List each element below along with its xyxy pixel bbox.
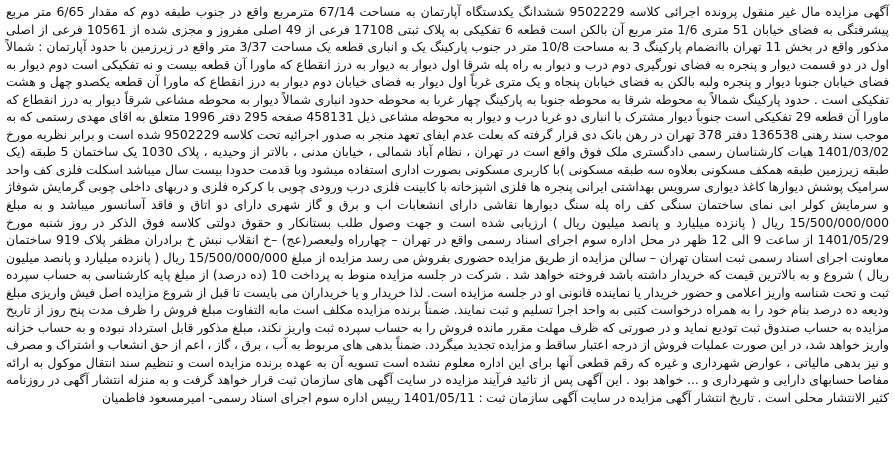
notice-body-text: آگهی مزایده مال غیر منقول پرونده اجرائی کلاسه 9502229 ششدانگ یکدستگاه آپارتمان به مساحت 67/14 مترمربع واقع در جنوب طبقه دوم که مقدار 6/65 متر مربع پیشرفتگی به فضای خیابان 51 متری 1/6 متر مربع آن بالکن است قطعه 6 تفکیکی به پلاک ثبتی 17108 فرعی از 49 اصلی مفروز و مجزی شده از 10561 فرعی از اصلی مذکور واقع در بخش 11 تهران باانضمام پارکینگ 3 به مساحت 10/8 متر در جنوب پارکینگ یک و انباری قطعه یک مساحت 3/37 متر واقع در زیرزمین با حدود آپارتمان : شمالاً اول در دو قسمت دیوار و پنجره به فضای نورگیری دوم درب و دیوار به راه پله شرقا اول دیوار به دیوار به درز انقطاع که ماورا آن قطعه بیست و نه تفکیکی است دوم دیوار به فضای خیابان جنوبا دیوار و پنجره ولبه بالکن به فضای خیابان پنجاه و یک متری غرباً اول دیوار به فضای خیابان دوم دیوار به درز انقطاع که ماورا آن قطعه یکصدو چهل و هشت تفکیکی است . حدود پارکینگ شمالاً به محوطه شرقا به محوطه جنوبا به پارکینگ چهار غربا به محوطه حدود انباری شمالاً دیوار به محوطه مشاعی شرقاً دیوار به درز انقطاع که ماورا آن قطعه 29 تفکیکی است جنوباً دیوار مشترک با انباری دو غربا درب و دیوار به محوطه مشاعی ذیل 458131 صفحه 295 دفتر 1996 متعلق به اقای مهدی رستمی که به موجب سند رهنی 136538 دفتر 378 تهران در رهن بانک دی قرار گرفته که بعلت عدم ایفای تعهد منجر به صدور اجرائیه تحت کلاسه 9502229 شده است و برابر نظریه مورخ 1401/03/02 هیات کارشناسان رسمی دادگستری ملک فوق واقع است در تهران ، نظام آباد شمالی ، خیابان مدنی ، بالاتر از وحیدیه ، پلاک 1030 یک ساختمان 5 طبقه (یک طبقه زیرزمین طبقه همکف مسکونی بعلاوه سه طبقه مسکونی )با کاربری مسکونی بصورت اداری استفاده میشود وبا قدمت حدودا بیست سال میباشد اسکلت فلزی کف واحد سرامیک پوشش دیوارها کاغذ دیواری سرویس بهداشتی ایرانی پنجره ها فلزی اشپزخانه با کابینت فلزی درب ورودی چوبی با کرکره فلزی و دربهای داخلی چوبی گرمایش شوفاژ و سرمایش کولر ابی نمای ساختمان سنگی کف راه پله سنگ دیوارها نقاشی دارای انشعابات اب و برق و گاز شهری دارای دو اتاق و فاقد آسانسور میباشد و به مبلغ 15/500/000/000 ریال ( پانزده میلیارد و پانصد میلیون ریال ) ارزیابی شده است و جهت وصول طلب بستانکار و حقوق دولتی کلاسه فوق الذکر در روز شنبه مورخ 1401/05/29 از ساعت 9 الی 12 ظهر در محل اداره سوم اجرای اسناد رسمی واقع در تهران – چهارراه ولیعصر(عج) –خ انقلاب نبش خ برادران مظفر پلاک 919 ساختمان معاونت اجرای اسناد رسمی ثبت استان تهران – سالن مزایده از طریق مزایده حضوری بفروش می رسد مزایده از مبلغ 15/500/000/000 ریال ( پانزده میلیارد و پانصد میلیون ریال ) شروع و به بالاترین قیمت که خریدار داشته باشد فروخته خواهد شد . شرکت در جلسه مزایده منوط به پرداخت 10 (ده درصد) از مبلغ پایه کارشناسی به حساب سپرده ثبت و تحت شناسه واریز اعلامی و حضور خریدار یا نماینده قانونی او در جلسه مزایده است. لذا خریدار و یا خریداران می بایست تا قبل از شروع مزایده اصل فیش واریزی مبلغ ودیعه ده درصد بنام خود را به همراه درخواست کتبی به واحد اجرا تسلیم و ثبت نمایند. ضمناً برنده مزایده مکلف است مابه التفاوت مبلغ فروش را ظرف مدت پنج روز از تاریخ مزایده به حساب صندوق ثبت تودیع نماید و در صورتی که ظرف مهلت مقرر مانده فروش را به حساب سپرده ثبت واریز نکند، مبلغ مذکور قابل استرداد نبوده و به حساب خزانه واریز خواهد شد، در این صورت عملیات فروش از درجه اعتبار ساقط و مزایده تجدید میگردد. ضمناً بدهی های مربوط به آب ، برق ، گاز ، اعم از حق انشعاب و اشتراک و مصرف و نیز بدهی مالیاتی ، عوارض شهرداری و غیره که رقم قطعی آنها برای این اداره معلوم نشده است تسویه آن به عهده برنده مزایده است و تنظیم سند انتقال موکول به ارائه مفاصا حسابهای دارایی و شهرداری و ... خواهد بود . این آگهی پس از تائید فرآیند مزایده در سایت آگهی های سازمان ثبت قرار خواهد گرفت و به منزله انتشار آگهی در روزنامه کثیر الانتشار محلی است . تاریخ انتشار آگهی مزایده در سایت آگهی سازمان ثبت : 1401/05/11 رییس اداره سوم اجرای اسناد رسمی- امیرمسعود فاطمیان [6, 4, 890, 406]
